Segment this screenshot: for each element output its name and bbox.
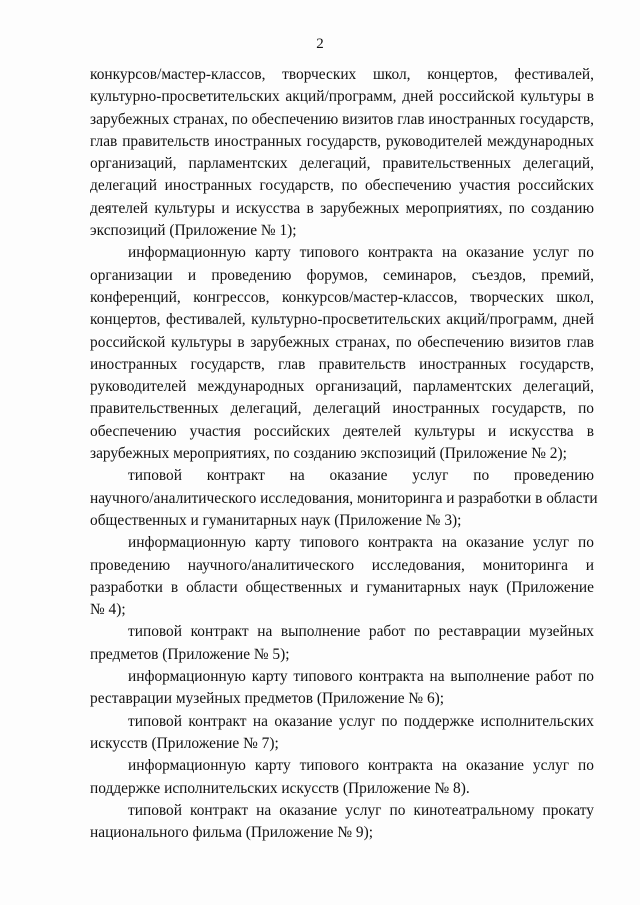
text-line: экспозиций (Приложение № 1); [90, 222, 297, 240]
text-line: реставрации музейных предметов (Приложение № 6); [90, 690, 445, 708]
text-line: информационную карту типового контракта на оказание услуг по [128, 534, 594, 552]
text-line: типовой контракт на оказание услуг по проведению [128, 467, 594, 485]
paragraph [90, 800, 594, 845]
text-line: типовой контракт на оказание услуг по кинотеатральному прокату [128, 801, 594, 819]
text-line: искусств (Приложение № 7); [90, 734, 279, 752]
paragraph [90, 666, 594, 711]
text-line: деятелей культуры и искусства в зарубежных мероприятиях, по созданию [90, 199, 594, 217]
text-line: руководителей международных организаций, парламентских делегаций, [90, 378, 594, 396]
text-line: поддержке исполнительских искусств (Приложение № 8). [90, 779, 470, 797]
text-line: типовой контракт на оказание услуг по поддержке исполнительских [128, 712, 594, 730]
text-line: глав правительств иностранных государств, руководителей международных [90, 132, 594, 150]
paragraph [90, 755, 594, 800]
text-line: делегаций иностранных государств, по обеспечению участия российских [90, 177, 594, 195]
text-line: предметов (Приложение № 5); [90, 645, 290, 663]
paragraph [90, 532, 594, 621]
paragraph [90, 621, 594, 666]
text-line: общественных и гуманитарных наук (Приложение № 3); [90, 511, 462, 529]
paragraph [90, 465, 598, 532]
text-line: национального фильма (Приложение № 9); [90, 824, 373, 842]
text-line: разработки в области общественных и гуманитарных наук (Приложение [90, 578, 594, 596]
page-number: 2 [316, 36, 324, 52]
text-line: конкурсов/мастер-классов, творческих школ, концертов, фестивалей, [90, 66, 594, 83]
text-line: информационную карту типового контракта на выполнение работ по [128, 668, 594, 686]
text-line: организации и проведению форумов, семинаров, съездов, премий, [90, 266, 594, 284]
text-line: типовой контракт на выполнение работ по реставрации музейных [128, 623, 594, 641]
text-line: научного/аналитического исследования, мониторинга и разработки в области [90, 489, 598, 507]
paragraph [90, 64, 594, 242]
text-line: информационную карту типового контракта на оказание услуг по [128, 757, 594, 775]
text-line: организаций, парламентских делегаций, правительственных делегаций, [90, 155, 594, 173]
text-line: зарубежных мероприятиях, по созданию экспозиций (Приложение № 2); [90, 445, 567, 463]
text-line: проведению научного/аналитического исследования, мониторинга и [90, 556, 594, 574]
text-line: концертов, фестивалей, культурно-просветительских акций/программ, дней [90, 311, 594, 329]
text-line: российской культуры в зарубежных странах, по обеспечению визитов глав [90, 333, 594, 351]
document-body [90, 64, 598, 844]
text-line: правительственных делегаций, делегаций иностранных государств, по [90, 400, 594, 418]
paragraph [90, 242, 594, 465]
text-line: информационную карту типового контракта на оказание услуг по [128, 244, 594, 262]
text-line: конференций, конгрессов, конкурсов/мастер-классов, творческих школ, [90, 288, 594, 306]
paragraph [90, 711, 594, 756]
text-line: № 4); [90, 601, 126, 619]
text-line: иностранных государств, глав правительств иностранных государств, [90, 355, 594, 373]
text-line: зарубежных странах, по обеспечению визитов глав иностранных государств, [90, 110, 594, 128]
text-line: культурно-просветительских акций/программ, дней российской культуры в [90, 88, 594, 106]
text-line: обеспечению участия российских деятелей культуры и искусства в [90, 422, 594, 440]
